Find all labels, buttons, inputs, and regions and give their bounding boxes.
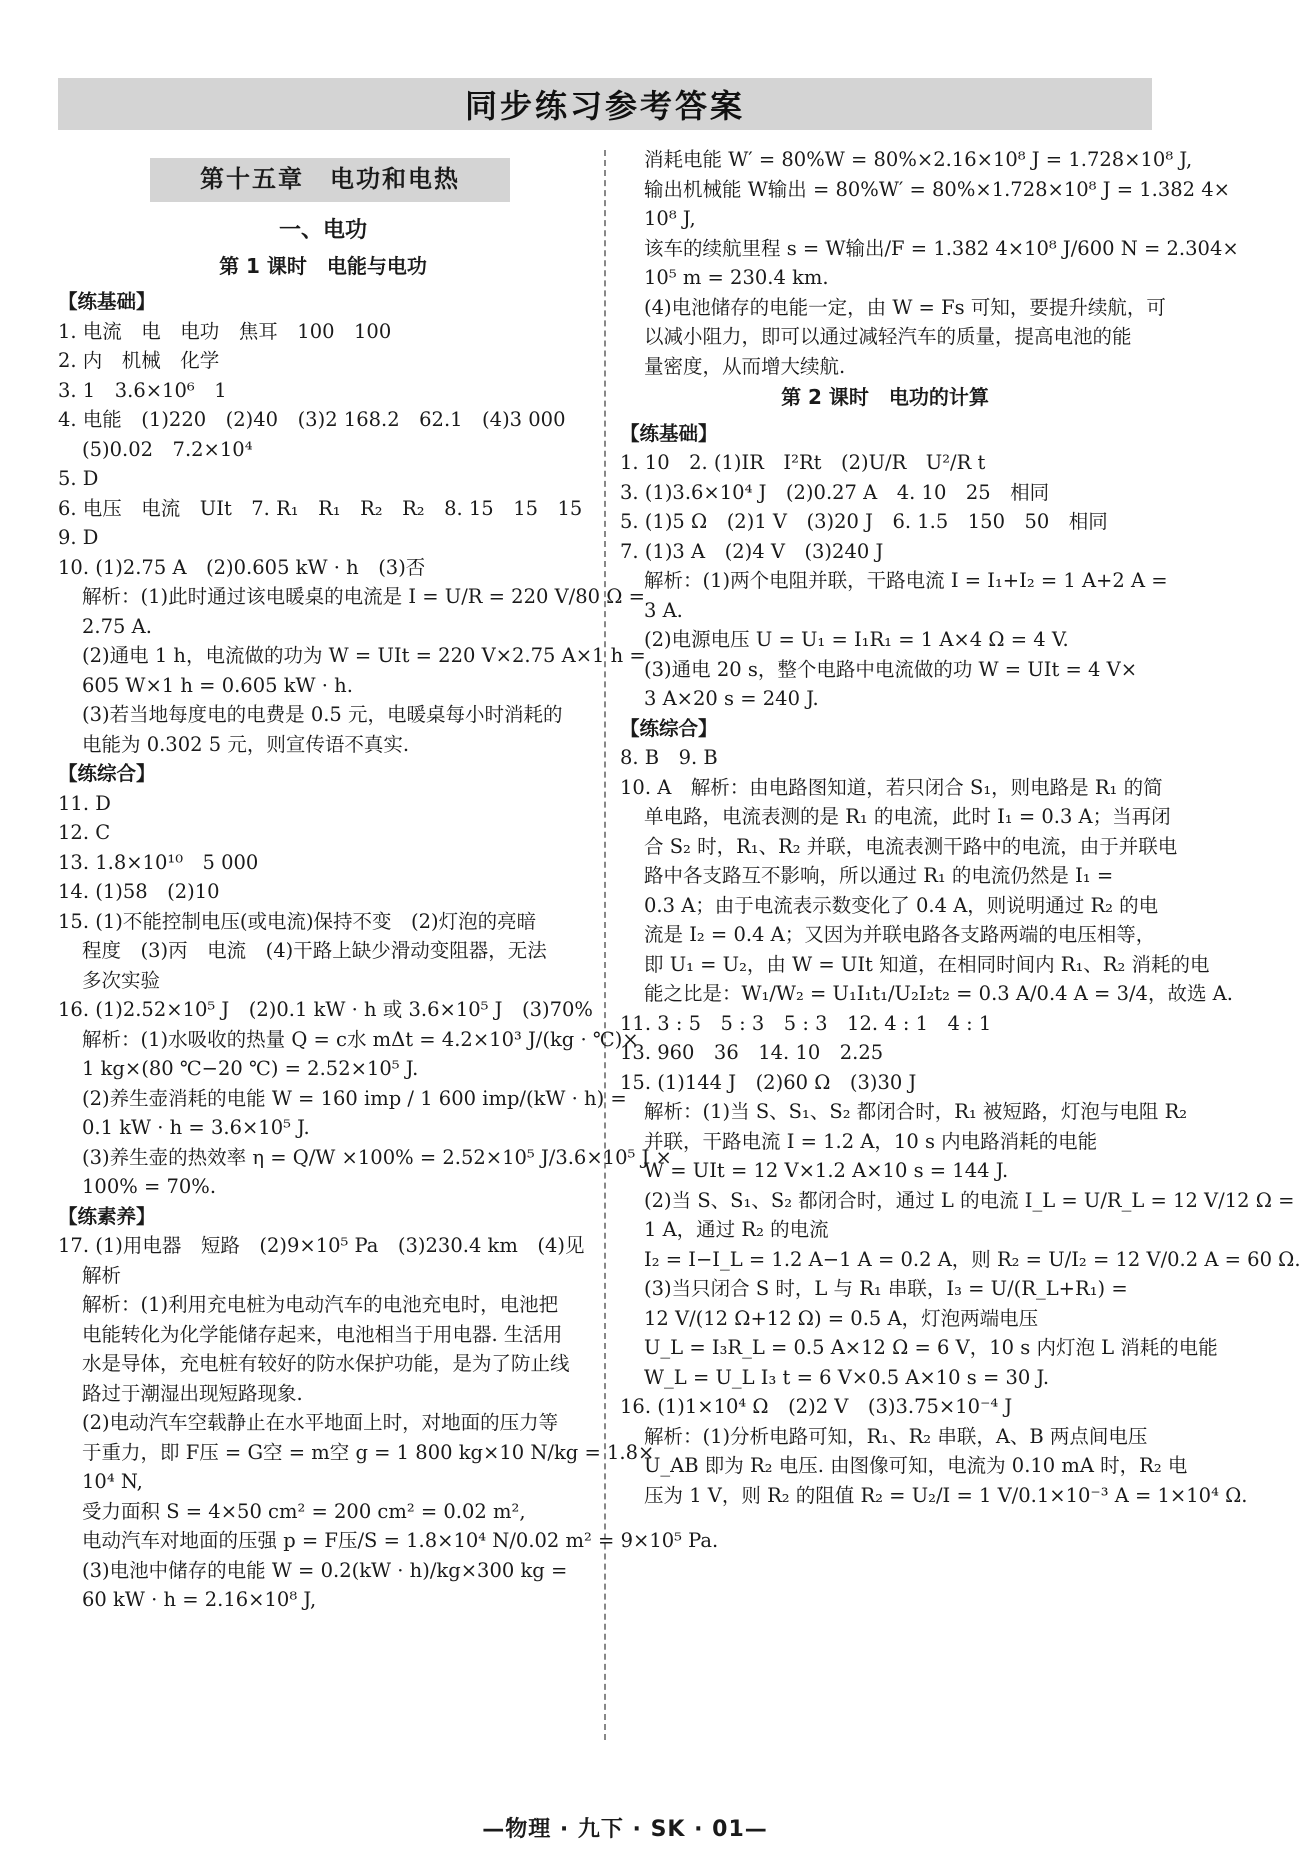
answer-line: 16. (1)2.52×10⁵ J (2)0.1 kW · h 或 3.6×10⁵ J (3)70% (58, 998, 593, 1021)
answer-line: 电能转化为化学能储存起来，电池相当于用电器. 生活用 (82, 1322, 563, 1346)
answer-line: (3)电池中储存的电能 W = 0.2(kW · h)/kg×300 kg = (82, 1558, 568, 1582)
answer-line: 8. B 9. B (620, 746, 718, 769)
answer-line: 合 S₂ 时，R₁、R₂ 并联，电流表测干路中的电流，由于并联电 (644, 834, 1178, 858)
answer-line: 解析：(1)水吸收的热量 Q = c水 mΔt = 4.2×10³ J/(kg · ℃)× (82, 1027, 639, 1051)
answer-line: (4)电池储存的电能一定，由 W = Fs 可知，要提升续航，可 (644, 295, 1166, 319)
exercise-tag: 【练素养】 (58, 1204, 156, 1228)
right-continued-lines (620, 145, 1239, 381)
answer-line: 2. 内 机械 化学 (58, 349, 220, 372)
answer-line: 5. (1)5 Ω (2)1 V (3)20 J 6. 1.5 150 50 相同 (620, 510, 1108, 533)
lesson-title-1: 第 1 课时 电能与电功 (219, 253, 427, 278)
answer-line: 9. D (58, 526, 99, 549)
section-title: 一、电功 (278, 218, 367, 243)
answer-line: (3)当只闭合 S 时，L 与 R₁ 串联，I₃ = U/(R_L+R₁) = (644, 1277, 1128, 1300)
answer-line: 11. D (58, 791, 111, 815)
answer-line: (2)养生壶消耗的电能 W = 160 imp / 1 600 imp/(kW · h) = (82, 1086, 627, 1110)
lesson-title-2: 第 2 课时 电功的计算 (781, 385, 989, 409)
answer-line: 13. 1.8×10¹⁰ 5 000 (58, 850, 259, 874)
answer-line: U_L = I₃R_L = 0.5 A×12 Ω = 6 V，10 s 内灯泡 L 消耗的电能 (644, 1336, 1218, 1359)
exercise-tag: 【练基础】 (620, 421, 718, 445)
answer-line: 电能为 0.302 5 元，则宣传语不真实. (82, 732, 410, 756)
answer-line: 10⁴ N, (82, 1470, 143, 1493)
answer-line: (2)通电 1 h，电流做的功为 W = UIt = 220 V×2.75 A×1 h = (82, 644, 646, 667)
answer-line: 4. 电能 (1)220 (2)40 (3)2 168.2 62.1 (4)3 000 (58, 408, 566, 431)
answer-line: 受力面积 S = 4×50 cm² = 200 cm² = 0.02 m², (82, 1499, 526, 1523)
answer-line: 15. (1)144 J (2)60 Ω (3)30 J (620, 1070, 917, 1094)
right-answer-lines (620, 419, 1301, 1511)
exercise-tag: 【练综合】 (620, 716, 718, 740)
exercise-tag: 【练综合】 (58, 762, 156, 785)
answer-line: 14. (1)58 (2)10 (58, 880, 220, 903)
answer-line: 11. 3 : 5 5 : 3 5 : 3 12. 4 : 1 4 : 1 (620, 1011, 992, 1035)
answer-line: 能之比是：W₁/W₂ = U₁I₁t₁/U₂I₂t₂ = 0.3 A/0.4 A = 3/4，故选 A. (644, 982, 1233, 1005)
answer-line: 6. 电压 电流 UIt 7. R₁ R₁ R₂ R₂ 8. 15 15 15 (58, 496, 583, 520)
answer-line: 单电路，电流表测的是 R₁ 的电流，此时 I₁ = 0.3 A；当再闭 (644, 805, 1171, 828)
answer-line: 流是 I₂ = 0.4 A；又因为并联电路各支路两端的电压相等， (644, 923, 1156, 946)
answer-line: (3)养生壶的热效率 η = Q/W ×100% = 2.52×10⁵ J/3.6×10⁵ J × (82, 1145, 672, 1169)
answer-line: 17. (1)用电器 短路 (2)9×10⁵ Pa (3)230.4 km (4)见 (58, 1234, 585, 1257)
answer-line: 消耗电能 W′ = 80%W = 80%×2.16×10⁸ J = 1.728×10⁸ J, (644, 148, 1193, 171)
answer-line: 10. (1)2.75 A (2)0.605 kW · h (3)否 (58, 555, 426, 579)
answer-line: 并联，干路电流 I = 1.2 A，10 s 内电路消耗的电能 (644, 1129, 1098, 1153)
exercise-tag: 【练基础】 (58, 290, 156, 313)
answer-line: I₂ = I−I_L = 1.2 A−1 A = 0.2 A，则 R₂ = U/I₂ = 12 V/0.2 A = 60 Ω. (644, 1247, 1301, 1271)
answer-line: U_AB 即为 R₂ 电压. 由图像可知，电流为 0.10 mA 时，R₂ 电 (644, 1454, 1188, 1477)
answer-line: 路过于潮湿出现短路现象. (82, 1381, 303, 1405)
answer-line: 路中各支路互不影响，所以通过 R₁ 的电流仍然是 I₁ = (644, 864, 1114, 887)
answer-line: 3. 1 3.6×10⁶ 1 (58, 378, 227, 402)
answer-line: 于重力，即 F压 = G空 = m空 g = 1 800 kg×10 N/kg = 1.8× (82, 1440, 655, 1464)
answer-line: 1. 10 2. (1)IR I²Rt (2)U/R U²/R t (620, 451, 986, 474)
answer-line: 1 A，通过 R₂ 的电流 (644, 1218, 829, 1241)
banner-title: 同步练习参考答案 (464, 87, 745, 125)
right-column (620, 145, 1301, 1510)
answer-line: 即 U₁ = U₂，由 W = UIt 知道，在相同时间内 R₁、R₂ 消耗的电 (644, 952, 1210, 976)
answer-line: 10. A 解析：由电路图知道，若只闭合 S₁，则电路是 R₁ 的简 (620, 775, 1163, 799)
answer-line: 7. (1)3 A (2)4 V (3)240 J (620, 539, 884, 563)
answer-line: 压为 1 V，则 R₂ 的阻值 R₂ = U₂/I = 1 V/0.1×10⁻³ A = 1×10⁴ Ω. (644, 1483, 1248, 1507)
answer-line: W = UIt = 12 V×1.2 A×10 s = 144 J. (644, 1159, 1009, 1182)
answer-line: (3)若当地每度电的电费是 0.5 元，电暖桌每小时消耗的 (82, 703, 563, 726)
answer-line: 10⁵ m = 230.4 km. (644, 266, 829, 289)
answer-line: 解析 (82, 1263, 122, 1287)
answer-line: 2.75 A. (82, 614, 152, 638)
answer-line: 解析：(1)利用充电桩为电动汽车的电池充电时，电池把 (82, 1293, 559, 1316)
answer-line: 1. 电流 电 电功 焦耳 100 100 (58, 319, 392, 343)
answer-line: 5. D (58, 467, 99, 490)
chapter-title: 第十五章 电功和电热 (150, 158, 510, 202)
answer-line: 多次实验 (82, 968, 161, 992)
answer-line: 解析：(1)分析电路可知，R₁、R₂ 串联，A、B 两点间电压 (644, 1424, 1148, 1448)
answer-line: 13. 960 36 14. 10 2.25 (620, 1041, 884, 1064)
answer-line: 60 kW · h = 2.16×10⁸ J, (82, 1588, 317, 1611)
answer-line: 输出机械能 W输出 = 80%W′ = 80%×1.728×10⁸ J = 1.382 4× (644, 177, 1231, 201)
answer-line: 3 A×20 s = 240 J. (644, 687, 819, 710)
answer-line: 15. (1)不能控制电压(或电流)保持不变 (2)灯泡的亮暗 (58, 909, 537, 933)
answer-line: 以减小阻力，即可以通过减轻汽车的质量，提高电池的能 (644, 325, 1132, 348)
answer-banner (58, 78, 1152, 130)
answer-line: 12. C (58, 821, 111, 844)
answer-line: 解析：(1)两个电阻并联，干路电流 I = I₁+I₂ = 1 A+2 A = (644, 569, 1168, 592)
answer-line: 程度 (3)丙 电流 (4)干路上缺少滑动变阻器，无法 (82, 939, 547, 962)
answer-line: 水是导体，充电桩有较好的防水保护功能，是为了防止线 (82, 1352, 570, 1375)
column-divider (604, 150, 606, 1740)
answer-line: (2)电源电压 U = U₁ = I₁R₁ = 1 A×4 Ω = 4 V. (644, 628, 1069, 651)
answer-line: 该车的续航里程 s = W输出/F = 1.382 4×10⁸ J/600 N = 2.304× (644, 236, 1239, 260)
answer-line: (2)电动汽车空载静止在水平地面上时，对地面的压力等 (82, 1411, 559, 1434)
answer-line: 解析：(1)此时通过该电暖桌的电流是 I = U/R = 220 V/80 Ω = (82, 585, 645, 608)
answer-line: 1 kg×(80 ℃−20 ℃) = 2.52×10⁵ J. (82, 1057, 419, 1080)
answer-line: 12 V/(12 Ω+12 Ω) = 0.5 A，灯泡两端电压 (644, 1306, 1039, 1330)
answer-line: (5)0.02 7.2×10⁴ (82, 437, 253, 461)
answer-line: 100% = 70%. (82, 1175, 217, 1198)
answer-line: 0.3 A；由于电流表示数变化了 0.4 A，则说明通过 R₂ 的电 (644, 893, 1159, 917)
answer-line: (3)通电 20 s，整个电路中电流做的功 W = UIt = 4 V× (644, 657, 1138, 681)
answer-line: 3. (1)3.6×10⁴ J (2)0.27 A 4. 10 25 相同 (620, 480, 1050, 504)
answer-line: (2)当 S、S₁、S₂ 都闭合时，通过 L 的电流 I_L = U/R_L = 12 V/12 Ω = (644, 1188, 1295, 1212)
answer-line: 10⁸ J, (644, 207, 696, 230)
page-footer: —物理 · 九下 · SK · 01— (482, 1817, 768, 1842)
answer-line: 解析：(1)当 S、S₁、S₂ 都闭合时，R₁ 被短路，灯泡与电阻 R₂ (644, 1100, 1188, 1123)
answer-line: W_L = U_L I₃ t = 6 V×0.5 A×10 s = 30 J. (644, 1365, 1050, 1389)
answer-line: 电动汽车对地面的压强 p = F压/S = 1.8×10⁴ N/0.02 m² = 9×10⁵ Pa. (82, 1529, 719, 1552)
answer-line: 量密度，从而增大续航. (644, 354, 846, 378)
answer-line: 0.1 kW · h = 3.6×10⁵ J. (82, 1116, 310, 1139)
answer-line: 605 W×1 h = 0.605 kW · h. (82, 673, 353, 697)
answer-line: 3 A. (644, 598, 683, 622)
answer-line: 16. (1)1×10⁴ Ω (2)2 V (3)3.75×10⁻⁴ J (620, 1395, 1013, 1418)
